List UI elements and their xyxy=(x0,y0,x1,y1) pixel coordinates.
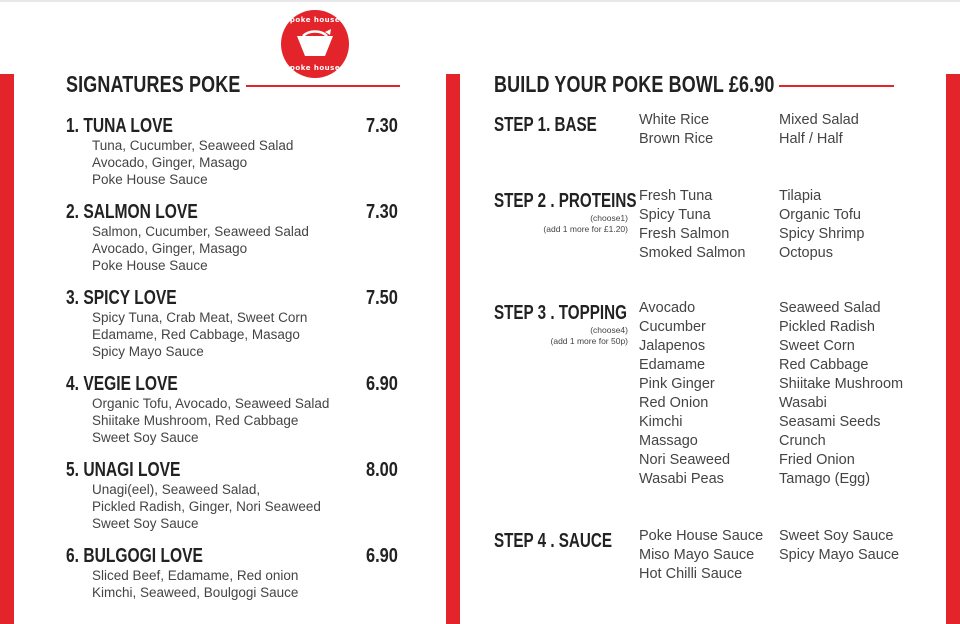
option-item: Seaweed Salad xyxy=(779,300,881,316)
option-item: Mixed Salad xyxy=(779,112,859,128)
signatures-rule xyxy=(246,85,400,87)
note-line: (add 1 more for 50p) xyxy=(550,336,628,346)
item-price: 6.90 xyxy=(366,373,398,395)
option-item: Spicy Mayo Sauce xyxy=(779,547,900,563)
item-price: 7.30 xyxy=(366,115,398,137)
note-line: (add 1 more for £1.20) xyxy=(543,224,628,234)
item-title: 4. VEGIE LOVE xyxy=(66,373,178,395)
option-item: Wasabi Peas xyxy=(639,471,724,487)
option-item: Red Onion xyxy=(639,395,709,411)
description-line: Spicy Tuna, Crab Meat, Sweet Corn xyxy=(92,310,308,325)
options-column-2 xyxy=(779,111,859,149)
option-item: Cucumber xyxy=(639,319,706,335)
item-price: 7.50 xyxy=(366,287,398,309)
option-item: Smoked Salmon xyxy=(639,245,746,261)
item-description xyxy=(92,567,298,601)
item-title: 1. TUNA LOVE xyxy=(66,115,173,137)
description-line: Sweet Soy Sauce xyxy=(92,516,199,531)
description-line: Avocado, Ginger, Masago xyxy=(92,155,248,170)
build-heading: BUILD YOUR POKE BOWL £6.90 xyxy=(494,71,775,97)
option-item: Octopus xyxy=(779,245,833,261)
option-item: Crunch xyxy=(779,433,826,449)
option-item: Shiitake Mushroom xyxy=(779,376,904,392)
step-title: STEP 2 . PROTEINS xyxy=(494,190,637,212)
option-item: Avocado xyxy=(639,300,696,316)
note-line: (choose1) xyxy=(590,213,628,223)
description-line: Tuna, Cucumber, Seaweed Salad xyxy=(92,138,294,153)
option-item: Organic Tofu xyxy=(779,207,861,223)
build-rule xyxy=(779,85,894,87)
item-title: 2. SALMON LOVE xyxy=(66,201,198,223)
option-item: Edamame xyxy=(639,357,706,373)
option-item: Hot Chilli Sauce xyxy=(639,566,743,582)
step-title: STEP 1. BASE xyxy=(494,114,597,136)
option-item: Red Cabbage xyxy=(779,357,869,373)
description-line: Poke House Sauce xyxy=(92,258,208,273)
step-title: STEP 4 . SAUCE xyxy=(494,530,612,552)
step-title: STEP 3 . TOPPING xyxy=(494,302,627,324)
option-item: Fresh Salmon xyxy=(639,226,730,242)
option-item: Fresh Tuna xyxy=(639,188,713,204)
step-note xyxy=(543,213,628,235)
options-column-2 xyxy=(779,299,903,489)
poke-house-logo xyxy=(281,10,349,78)
right-red-bar xyxy=(946,74,960,624)
item-description xyxy=(92,223,309,274)
item-price: 7.30 xyxy=(366,201,398,223)
item-description xyxy=(92,309,307,360)
option-item: Spicy Shrimp xyxy=(779,226,865,242)
option-item: Nori Seaweed xyxy=(639,452,731,468)
option-item: Brown Rice xyxy=(639,131,714,147)
item-price: 8.00 xyxy=(366,459,398,481)
middle-red-bar xyxy=(446,74,460,624)
option-item: Seasami Seeds xyxy=(779,414,881,430)
options-column-1 xyxy=(639,111,713,149)
bowl-fish-icon xyxy=(295,28,335,60)
item-description xyxy=(92,395,329,446)
description-line: Sweet Soy Sauce xyxy=(92,430,199,445)
description-line: Avocado, Ginger, Masago xyxy=(92,241,248,256)
top-border xyxy=(0,0,960,2)
signatures-heading: SIGNATURES POKE xyxy=(66,71,241,97)
description-line: Poke House Sauce xyxy=(92,172,208,187)
options-column-2 xyxy=(779,187,864,263)
item-title: 5. UNAGI LOVE xyxy=(66,459,181,481)
description-line: Kimchi, Seaweed, Boulgogi Sauce xyxy=(92,585,299,600)
description-line: Organic Tofu, Avocado, Seaweed Salad xyxy=(92,396,330,411)
option-item: Sweet Soy Sauce xyxy=(779,528,894,544)
option-item: Pickled Radish xyxy=(779,319,875,335)
options-column-1 xyxy=(639,187,745,263)
option-item: Tilapia xyxy=(779,188,822,204)
step-note xyxy=(551,325,628,347)
logo-top-text: poke house xyxy=(289,16,341,24)
left-red-bar xyxy=(0,74,14,624)
option-item: Kimchi xyxy=(639,414,683,430)
item-description xyxy=(92,481,321,532)
option-item: Pink Ginger xyxy=(639,376,715,392)
description-line: Sliced Beef, Edamame, Red onion xyxy=(92,568,299,583)
description-line: Salmon, Cucumber, Seaweed Salad xyxy=(92,224,309,239)
description-line: Spicy Mayo Sauce xyxy=(92,344,204,359)
description-line: Edamame, Red Cabbage, Masago xyxy=(92,327,300,342)
option-item: Sweet Corn xyxy=(779,338,855,354)
description-line: Pickled Radish, Ginger, Nori Seaweed xyxy=(92,499,321,514)
option-item: Massago xyxy=(639,433,698,449)
option-item: Fried Onion xyxy=(779,452,855,468)
item-price: 6.90 xyxy=(366,545,398,567)
option-item: Wasabi xyxy=(779,395,827,411)
options-column-1 xyxy=(639,527,763,584)
note-line: (choose4) xyxy=(590,325,628,335)
item-title: 6. BULGOGI LOVE xyxy=(66,545,203,567)
logo-bottom-text: poke house xyxy=(289,64,341,72)
option-item: Jalapenos xyxy=(639,338,706,354)
item-title: 3. SPICY LOVE xyxy=(66,287,177,309)
option-item: White Rice xyxy=(639,112,710,128)
item-description xyxy=(92,137,293,188)
description-line: Shiitake Mushroom, Red Cabbage xyxy=(92,413,299,428)
options-column-2 xyxy=(779,527,899,565)
option-item: Half / Half xyxy=(779,131,843,147)
description-line: Unagi(eel), Seaweed Salad, xyxy=(92,482,261,497)
option-item: Spicy Tuna xyxy=(639,207,711,223)
option-item: Miso Mayo Sauce xyxy=(639,547,755,563)
option-item: Poke House Sauce xyxy=(639,528,764,544)
options-column-1 xyxy=(639,299,730,489)
option-item: Tamago (Egg) xyxy=(779,471,871,487)
